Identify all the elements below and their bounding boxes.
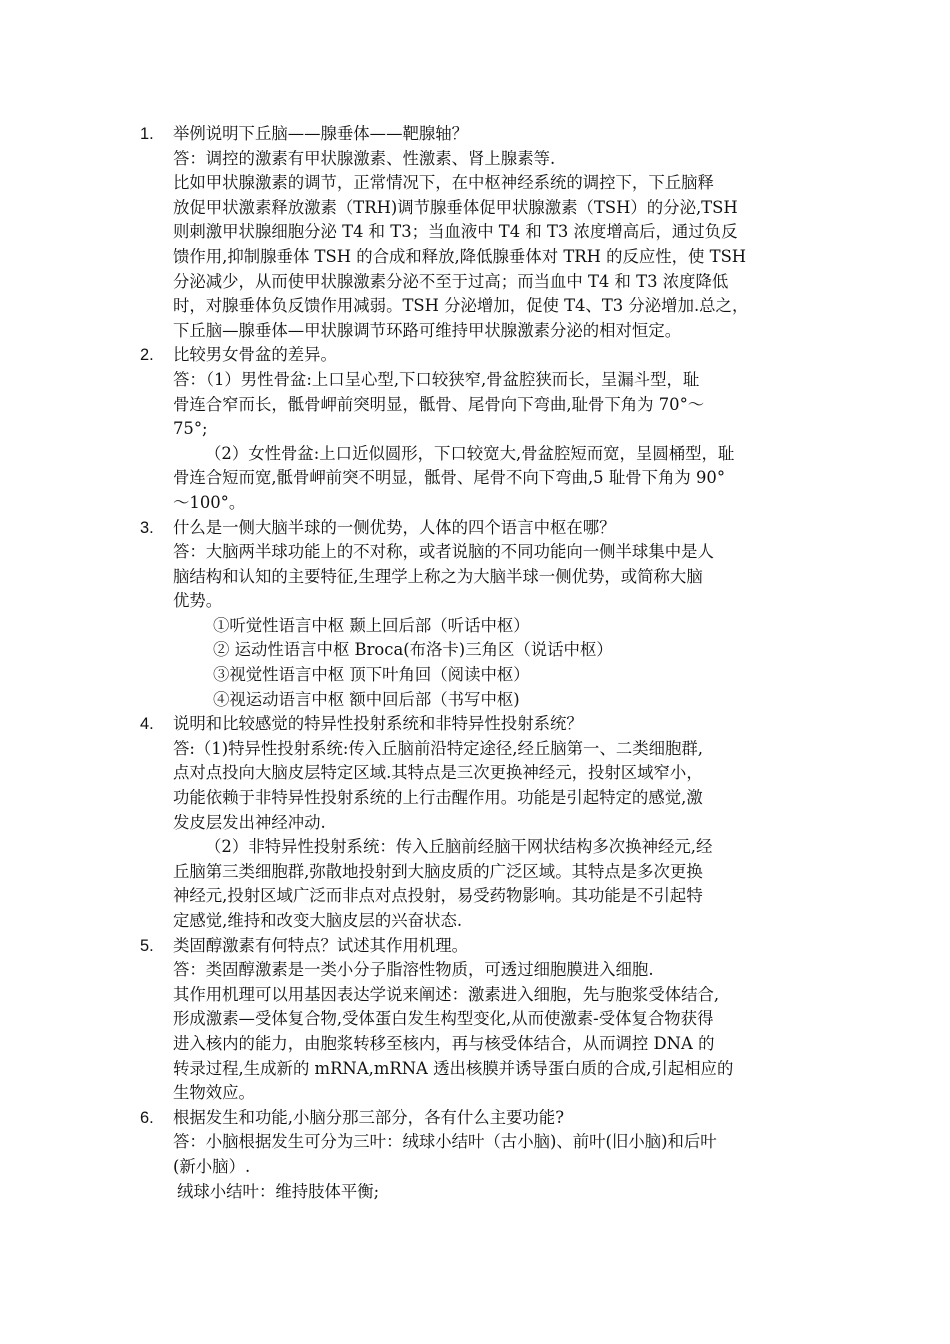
- answer-line: 骨连合窄而长，骶骨岬前突明显，骶骨、尾骨向下弯曲,耻骨下角为 70°～: [173, 394, 705, 414]
- question-number: 5.: [140, 936, 154, 955]
- answer-line: 时，对腺垂体负反馈作用减弱。TSH 分泌增加，促使 T4、T3 分泌增加.总之，: [173, 296, 749, 316]
- question-text: 比较男女骨盆的差异。: [173, 345, 337, 365]
- question-item-5: [140, 934, 820, 1106]
- language-center-item: ② 运动性语言中枢 Broca(布洛卡)三角区（说话中枢）: [213, 640, 613, 660]
- answer-line: 神经元,投射区域广泛而非点对点投射，易受药物影响。其功能是不引起特: [173, 886, 703, 906]
- answer-line: 则刺激甲状腺细胞分泌 T4 和 T3；当血液中 T4 和 T3 浓度增高后，通过负反: [173, 222, 738, 242]
- question-text: 说明和比较感觉的特异性投射系统和非特异性投射系统？: [173, 714, 583, 734]
- question-item-3: [140, 516, 820, 713]
- question-number: 2.: [140, 346, 154, 365]
- answer-line: 定感觉,维持和改变大脑皮层的兴奋状态.: [173, 911, 463, 930]
- answer-line: 脑结构和认知的主要特征,生理学上称之为大脑半球一侧优势，或简称大脑: [173, 566, 703, 586]
- answer-line: (新小脑）.: [173, 1156, 251, 1176]
- answer-line: （2）女性骨盆:上口近似圆形，下口较宽大,骨盆腔短而宽，呈圆桶型，耻: [205, 443, 735, 463]
- answer-line: 丘脑第三类细胞群,弥散地投射到大脑皮质的广泛区域。其特点是多次更换: [173, 861, 703, 881]
- answer-line: 放促甲状激素释放激素（TRH)调节腺垂体促甲状腺激素（TSH）的分泌,TSH: [173, 197, 738, 217]
- answer-line: 优势。: [173, 591, 223, 611]
- question-number: 6.: [140, 1108, 154, 1127]
- answer-line: 功能依赖于非特异性投射系统的上行击醒作用。功能是引起特定的感觉,激: [173, 788, 703, 808]
- question-number: 3.: [140, 518, 154, 537]
- question-item-4: [140, 712, 820, 933]
- question-text: 什么是一侧大脑半球的一侧优势，人体的四个语言中枢在哪？: [173, 517, 616, 537]
- question-text: 根据发生和功能,小脑分那三部分，各有什么主要功能?: [173, 1107, 564, 1127]
- answer-line: 答:（1)特异性投射系统:传入丘脑前沿特定途径,经丘脑第一、二类细胞群,: [173, 738, 704, 758]
- answer-line: ～100°。: [173, 492, 246, 512]
- answer-line: 馈作用,抑制腺垂体 TSH 的合成和释放,降低腺垂体对 TRH 的反应性，使 TSH: [173, 246, 747, 266]
- question-item-2: [140, 343, 820, 515]
- answer-line: 答：类固醇激素是一类小分子脂溶性物质，可透过细胞膜进入细胞.: [173, 960, 654, 980]
- question-number: 1.: [140, 125, 154, 143]
- answer-line: 发皮层发出神经冲动.: [173, 812, 326, 832]
- answer-line: 绒球小结叶：维持肢体平衡;: [177, 1181, 380, 1201]
- answer-line: 答：（1）男性骨盆:上口呈心型,下口较狭窄,骨盆腔狭而长，呈漏斗型，耻: [173, 369, 700, 389]
- answer-line: 其作用机理可以用基因表达学说来阐述：激素进入细胞，先与胞浆受体结合,: [173, 984, 720, 1004]
- language-center-item: ①听觉性语言中枢 颞上回后部（听话中枢）: [213, 615, 530, 635]
- question-text: 类固醇激素有何特点？试述其作用机理。: [173, 935, 469, 955]
- question-text: 举例说明下丘脑——腺垂体——靶腺轴？: [173, 124, 469, 143]
- language-center-item: ③视觉性语言中枢 顶下叶角回（阅读中枢）: [213, 665, 530, 685]
- answer-line: 骨连合短而宽,骶骨岬前突不明显，骶骨、尾骨不向下弯曲,5 耻骨下角为 90°: [173, 468, 726, 488]
- answer-line: （2）非特异性投射系统：传入丘脑前经脑干网状结构多次换神经元,经: [205, 837, 713, 857]
- document-body: [140, 122, 820, 1204]
- answer-line: 进入核内的能力，由胞浆转移至核内，再与核受体结合，从而调控 DNA 的: [173, 1033, 715, 1053]
- answer-line: 答：小脑根据发生可分为三叶：绒球小结叶（古小脑)、前叶(旧小脑)和后叶: [173, 1132, 717, 1152]
- answer-line: 形成激素—受体复合物,受体蛋白发生构型变化,从而使激素-受体复合物获得: [173, 1009, 714, 1029]
- answer-line: 答：大脑两半球功能上的不对称，或者说脑的不同功能向一侧半球集中是人: [173, 542, 714, 562]
- answer-line: 分泌减少，从而使甲状腺激素分泌不至于过高；而当血中 T4 和 T3 浓度降低: [173, 271, 729, 291]
- language-center-item: ④视运动语言中枢 额中回后部（书写中枢): [213, 689, 520, 709]
- answer-line: 点对点投向大脑皮层特定区域.其特点是三次更换神经元，投射区域窄小，: [173, 763, 703, 783]
- answer-line: 生物效应。: [173, 1083, 255, 1103]
- question-number: 4.: [140, 715, 154, 734]
- answer-line: 答：调控的激素有甲状腺激素、性激素、肾上腺素等.: [173, 148, 556, 168]
- question-item-1: [140, 122, 820, 343]
- answer-line: 75°;: [173, 419, 208, 439]
- answer-line: 下丘脑—腺垂体—甲状腺调节环路可维持甲状腺激素分泌的相对恒定。: [173, 320, 682, 340]
- question-item-6: [140, 1106, 820, 1204]
- answer-line: 比如甲状腺激素的调节，正常情况下，在中枢神经系统的调控下，下丘脑释: [173, 173, 714, 193]
- answer-line: 转录过程,生成新的 mRNA,mRNA 透出核膜并诱导蛋白质的合成,引起相应的: [173, 1058, 734, 1078]
